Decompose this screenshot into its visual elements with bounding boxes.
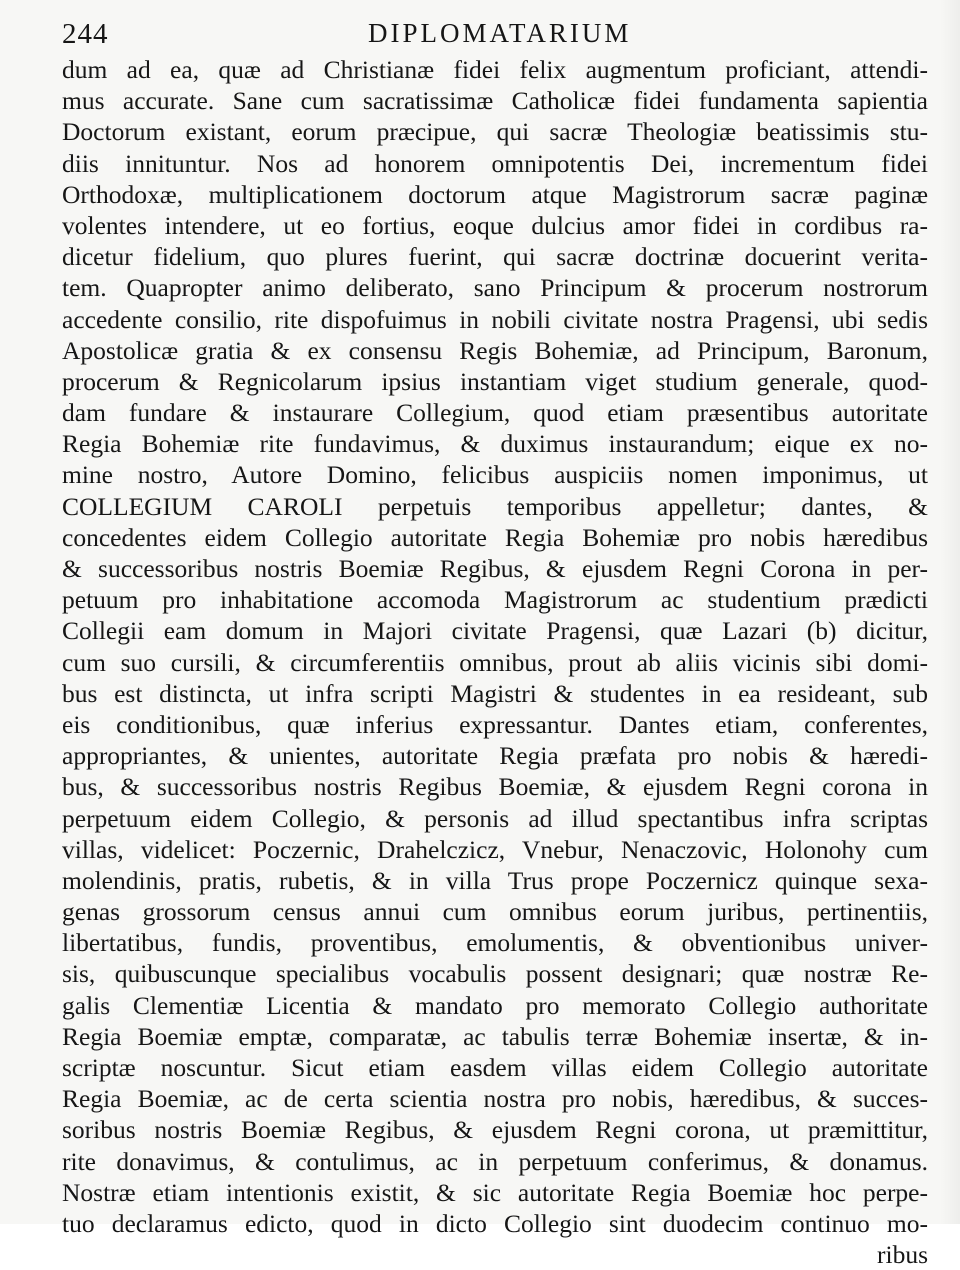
text-line: dam fundare & instaurare Collegium, quod etiam præsentibus autoritate bbox=[62, 398, 928, 428]
text-line: mine nostro, Autore Domino, felicibus auspiciis nomen imponimus, ut bbox=[62, 460, 928, 490]
page-number: 244 bbox=[62, 18, 109, 50]
text-line: Collegii eam domum in Majori civitate Pragensi, quæ Lazari (b) dicitur, bbox=[62, 616, 928, 646]
text-line: Regia Bohemiæ rite fundavimus, & duximus instaurandum; eique ex no- bbox=[62, 429, 928, 459]
page-edge-shadow bbox=[940, 0, 960, 1224]
text-line: rite donavimus, & contulimus, ac in perpetuum conferimus, & donamus. bbox=[62, 1146, 928, 1176]
text-line: Orthodoxæ, multiplicationem doctorum atque Magistrorum sacræ paginæ bbox=[62, 179, 928, 209]
text-line: sis, quibuscunque specialibus vocabulis possent designari; quæ nostræ Re- bbox=[62, 959, 928, 989]
text-line: tem. Quapropter animo deliberato, sano Principum & procerum nostrorum bbox=[62, 273, 928, 303]
text-line: accedente consilio, rite dispofuimus in nobili civitate nostra Pragensi, ubi sedis bbox=[62, 304, 928, 334]
text-line: galis Clementiæ Licentia & mandato pro memorato Collegio authoritate bbox=[62, 990, 928, 1020]
text-line: genas grossorum census annui cum omnibus eorum juribus, pertinentiis, bbox=[62, 897, 928, 927]
running-head: DIPLOMATARIUM bbox=[368, 18, 632, 48]
text-line: bus, & successoribus nostris Regibus Boemiæ, & ejusdem Regni corona in bbox=[62, 772, 928, 802]
text-line: bus est distincta, ut infra scripti Magistri & studentes in ea resideant, sub bbox=[62, 678, 928, 708]
text-line: villas, videlicet: Poczernic, Drahelczicz, Vnebur, Nenaczovic, Holonohy cum bbox=[62, 834, 928, 864]
text-line: Regia Boemiæ, ac de certa scientia nostra pro nobis, hæredibus, & succes- bbox=[62, 1084, 928, 1114]
text-line: concedentes eidem Collegio autoritate Regia Bohemiæ pro nobis hæredibus bbox=[62, 522, 928, 552]
text-line: COLLEGIUM CAROLI perpetuis temporibus appelletur; dantes, & bbox=[62, 491, 928, 521]
text-line: cum suo cursili, & circumferentiis omnibus, prout ab aliis vicinis sibi domi- bbox=[62, 647, 928, 677]
text-line: Doctorum existant, eorum præcipue, qui sacræ Theologiæ beatissimis stu- bbox=[62, 117, 928, 147]
text-line: soribus nostris Boemiæ Regibus, & ejusdem Regni corona, ut præmittitur, bbox=[62, 1115, 928, 1145]
text-line: scriptæ noscuntur. Sicut etiam easdem villas eidem Collegio autoritate bbox=[62, 1053, 928, 1082]
text-line: appropriantes, & unientes, autoritate Regia præfata pro nobis & hæredi- bbox=[62, 741, 928, 771]
text-line: molendinis, pratis, rubetis, & in villa Trus prope Poczernicz quinque sexa- bbox=[62, 865, 928, 895]
text-line: Nostræ etiam intentionis existit, & sic autoritate Regia Boemiæ hoc perpe- bbox=[62, 1177, 928, 1207]
text-line: dum ad ea, quæ ad Christianæ fidei felix augmentum proficiant, attendi- bbox=[62, 55, 928, 84]
text-line: Apostolicæ gratia & ex consensu Regis Bohemiæ, ad Principum, Baronum, bbox=[62, 335, 928, 365]
text-line: libertatibus, fundis, proventibus, emolumentis, & obventionibus univer- bbox=[62, 928, 928, 958]
text-line: volentes intendere, ut eo fortius, eoque dulcius amor fidei in cordibus ra- bbox=[62, 210, 928, 240]
body-text bbox=[62, 54, 928, 1270]
text-line: mus accurate. Sane cum sacratissimæ Catholicæ fidei fundamenta sapientia bbox=[62, 86, 928, 116]
text-line: eis conditionibus, quæ inferius expressantur. Dantes etiam, conferentes, bbox=[62, 709, 928, 739]
page-header bbox=[62, 12, 920, 52]
text-line: Regia Boemiæ emptæ, comparatæ, ac tabulis terræ Bohemiæ insertæ, & in- bbox=[62, 1021, 928, 1051]
text-line: dicetur fidelium, quo plures fuerint, qui sacræ doctrinæ docuerint verita- bbox=[62, 242, 928, 272]
text-line: diis innituntur. Nos ad honorem omnipotentis Dei, incrementum fidei bbox=[62, 148, 928, 178]
text-line: perpetuum eidem Collegio, & personis ad illud spectantibus infra scriptas bbox=[62, 803, 928, 833]
text-line: procerum & Regnicolarum ipsius instantiam viget studium generale, quod- bbox=[62, 366, 928, 396]
text-line: & successoribus nostris Boemiæ Regibus, & ejusdem Regni Corona in per- bbox=[62, 554, 928, 583]
text-line: petuum pro inhabitatione accomoda Magistrorum ac studentium prædicti bbox=[62, 585, 928, 615]
text-line: tuo declaramus edicto, quod in dicto Collegio sint duodecim continuo mo- bbox=[62, 1208, 928, 1238]
catchword: ribus bbox=[877, 1240, 928, 1270]
